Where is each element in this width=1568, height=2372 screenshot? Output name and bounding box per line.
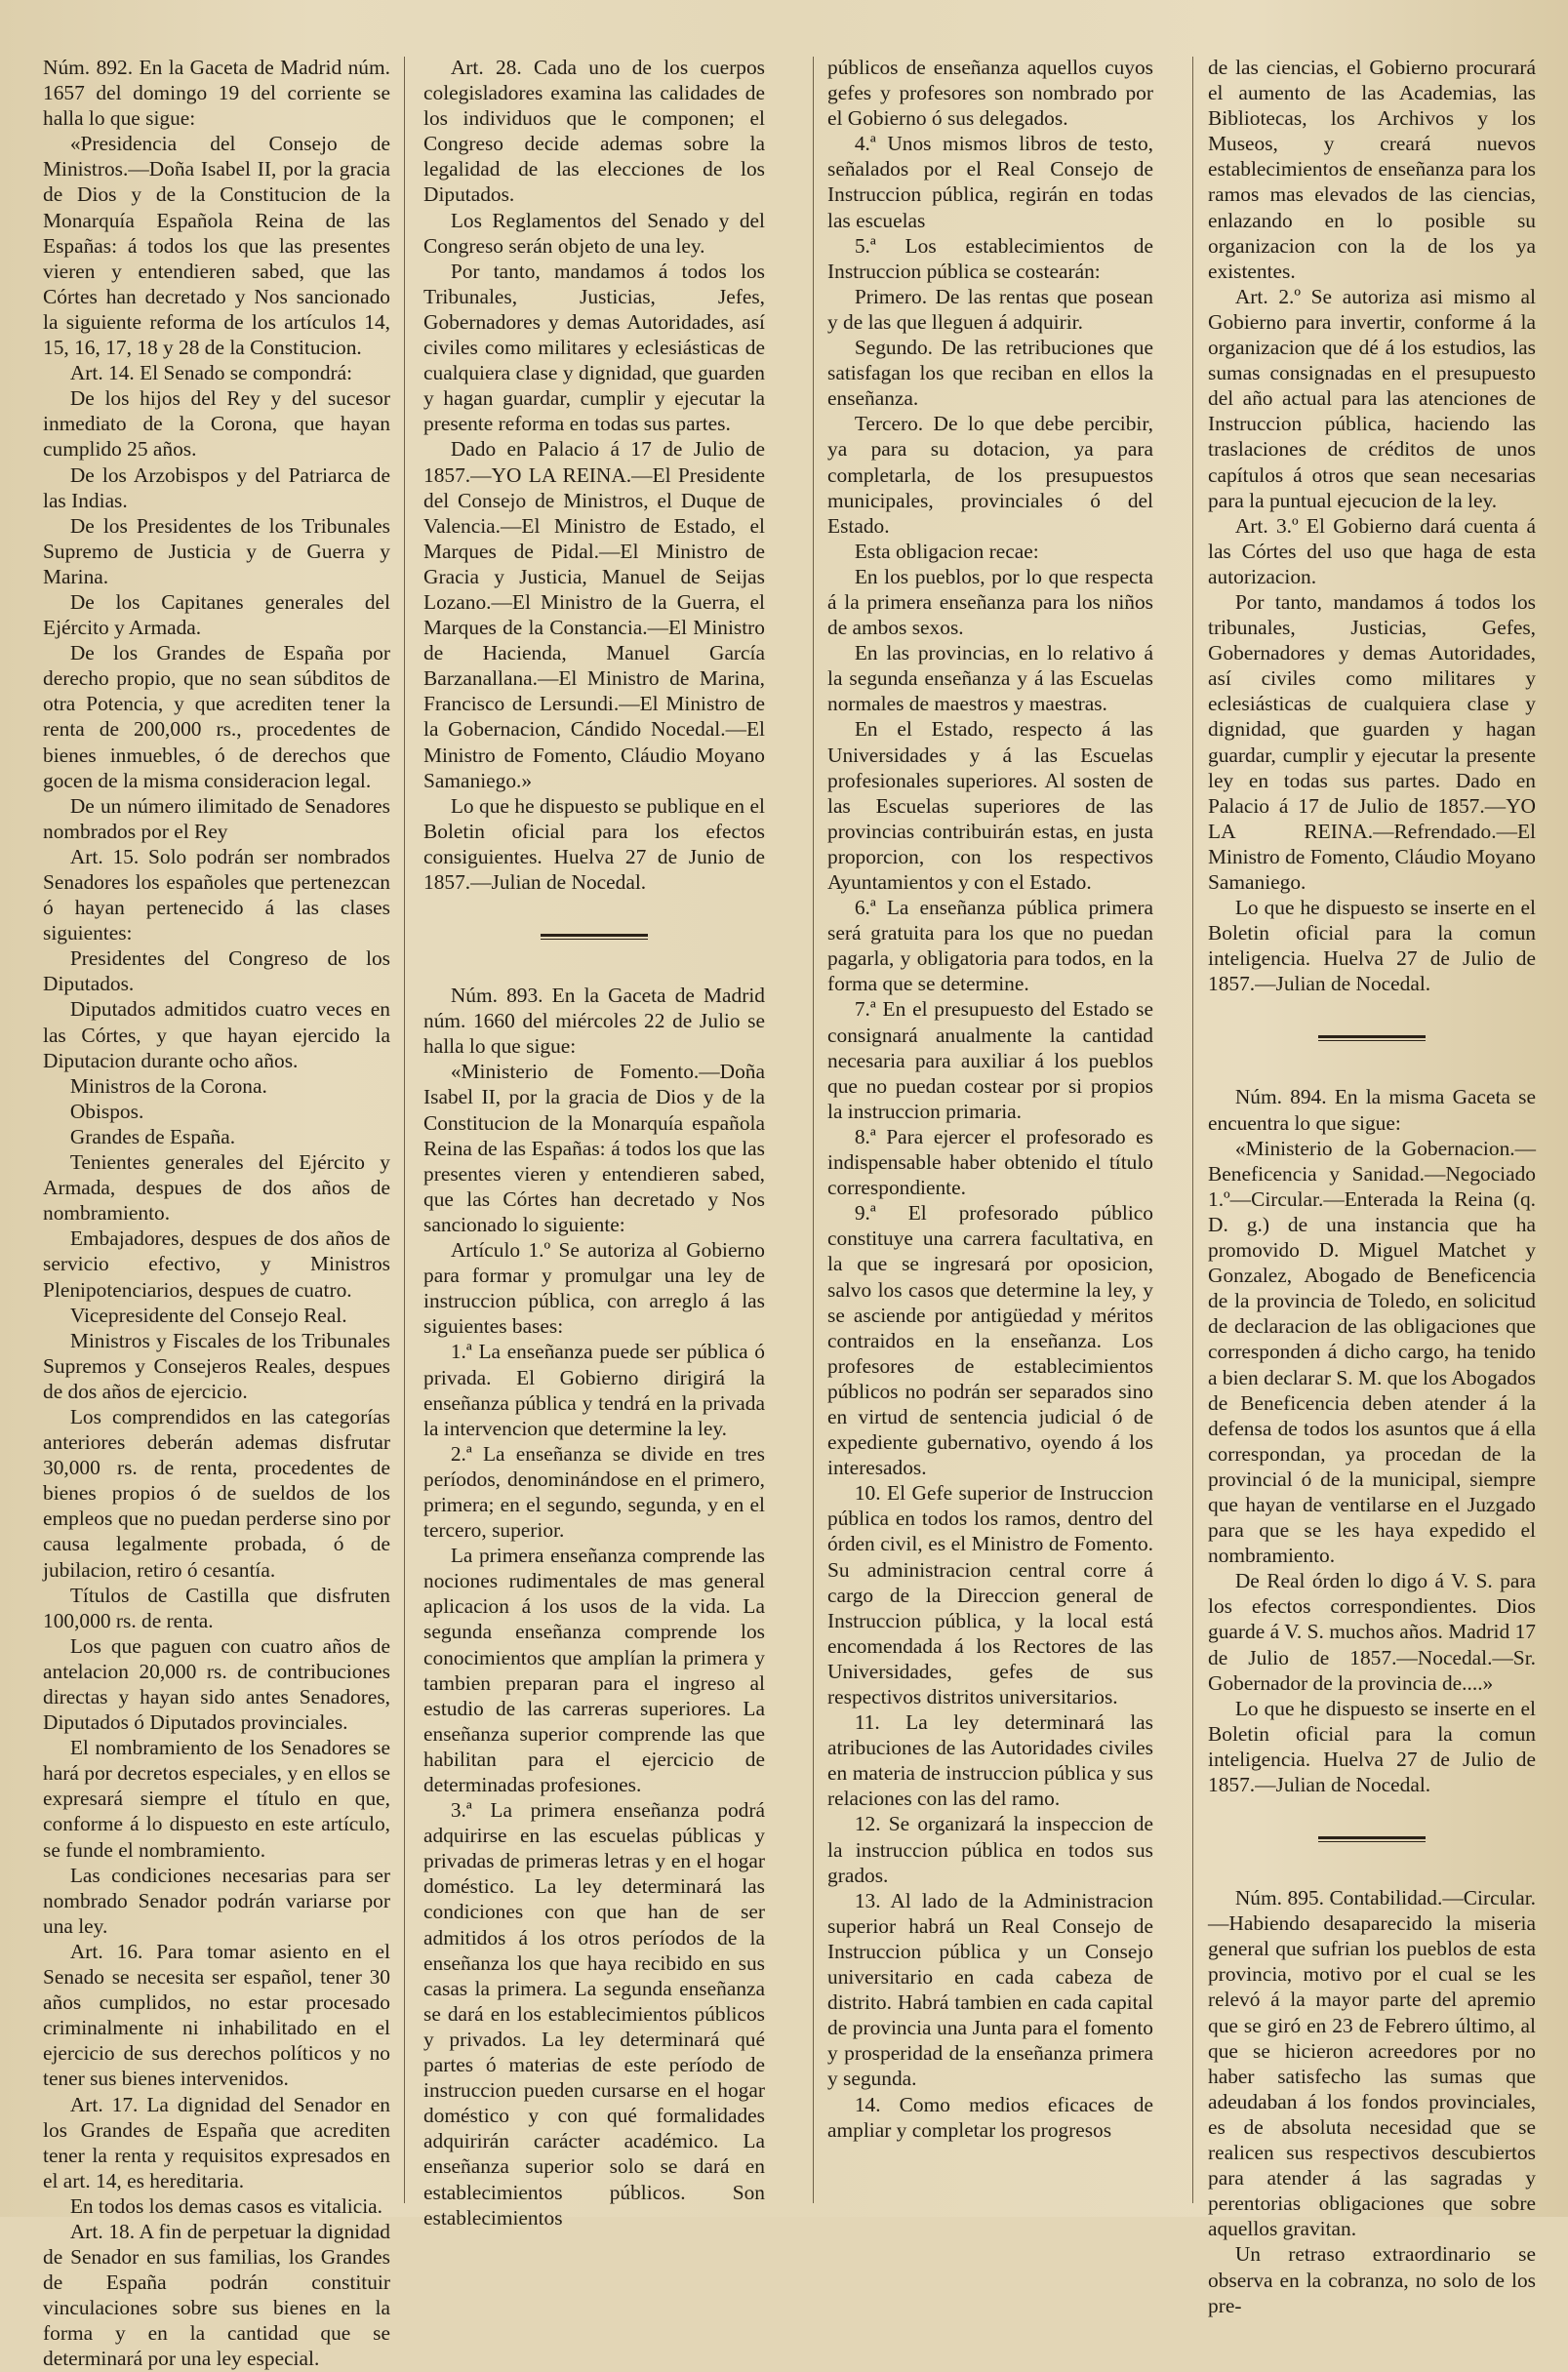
paragraph: Por tanto, mandamos á todos los tribunales, Justicias, Gefes, Gobernadores y demas Autoridades, así civiles como militares y eclesiásticas de cualquiera clase y dignidad, que guarden y hagan guardar, cumplir y ejecutar la presente ley en todas sus partes. Dado en Palacio á 17 de Julio de 1857.—YO LA REINA.—Refrendado.—El Ministro de Fomento, Cláudio Moyano Samaniego.: [1208, 589, 1536, 894]
paragraph: Art. 2.º Se autoriza asi mismo al Gobierno para invertir, conforme á la organizacion que dé á los estudios, las sumas consignadas en el presupuesto del año actual para las atenciones de Instruccion pública, haciendo las traslaciones de créditos de unos capítulos á otros que sean necesarias para la puntual ejecucion de la ley.: [1208, 284, 1536, 512]
paragraph: De Real órden lo digo á V. S. para los efectos correspondientes. Dios guarde á V. S. muchos años. Madrid 17 de Julio de 1857.—Nocedal.—Sr. Gobernador de la provincia de....»: [1208, 1569, 1536, 1695]
paragraph: Segundo. De las retribuciones que satisfagan los que reciban en ellos la enseñanza.: [827, 336, 1153, 411]
paragraph: Las condiciones necesarias para ser nombrado Senador podrán variarse por una ley.: [43, 1863, 390, 1938]
paragraph: Tenientes generales del Ejército y Armada, despues de dos años de nombramiento.: [43, 1150, 390, 1226]
paragraph: «Presidencia del Consejo de Ministros.—Doña Isabel II, por la gracia de Dios y de la Constitucion de la Monarquía Española Reina de las Españas: á todos los que las presentes vieren y entendieren sabed, que las Córtes han decretado y Nos sancionado la siguiente reforma de los artículos 14, 15, 16, 17, 18 y 28 de la Constitucion.: [43, 132, 390, 360]
paragraph: En todos los demas casos es vitalicia.: [69, 2193, 383, 2218]
paragraph: Ministros de la Corona.: [69, 1073, 267, 1098]
paragraph: Núm. 892. En la Gaceta de Madrid núm. 1657 del domingo 19 del corriente se halla lo que sigue:: [43, 56, 390, 131]
column-3: [827, 55, 1153, 2143]
paragraph: Núm. 894. En la misma Gaceta se encuentra lo que sigue:: [1208, 1085, 1536, 1135]
paragraph: De los Presidentes de los Tribunales Supremo de Justicia y de Guerra y Marina.: [43, 513, 390, 588]
paragraph: «Ministerio de la Gobernacion.—Beneficencia y Sanidad.—Negociado 1.º—Circular.—Enterada la Reina (q. D. g.) de una instancia que ha promovido D. Miguel Matchet y Gonzalez, Abogado de Beneficencia de la provincia de Toledo, en solicitud de declaracion de las obligaciones que corresponden á dicho cargo, ha tenido a bien declarar S. M. que los Abogados de Beneficencia deben atender á la defensa de todos los asuntos que á ella correspondan, ya procedan de la provincial ó de la municipal, siempre que hayan de ventilarse en el Juzgado para que se les haya expedido el nombramiento.: [1208, 1136, 1536, 1568]
paragraph: Art. 16. Para tomar asiento en el Senado se necesita ser español, tener 30 años cumplidos, no estar procesado criminalmente ni inhabilitado en el ejercicio de sus derechos políticos y no tener sus bienes intervenidos.: [43, 1939, 390, 2091]
paragraph: Un retraso extraordinario se observa en la cobranza, no solo de los pre-: [1208, 2242, 1536, 2317]
paragraph: Por tanto, mandamos á todos los Tribunales, Justicias, Jefes, Gobernadores y demas Autoridades, así civiles como militares y eclesiásticas de cualquiera clase y dignidad, que guarden y hagan guardar, cumplir y ejecutar la presente reforma en todas sus partes.: [423, 259, 765, 436]
column-rule: [813, 57, 814, 2203]
paragraph: Lo que he dispuesto se publique en el Boletin oficial para los efectos consiguientes. Huelva 27 de Junio de 1857.—Julian de Nocedal.: [423, 793, 765, 894]
paragraph: De los Capitanes generales del Ejército y Armada.: [43, 589, 390, 640]
column-rule: [1192, 57, 1193, 2203]
paragraph: 5.ª Los establecimientos de Instruccion pública se costearán:: [827, 233, 1153, 283]
paragraph: Dado en Palacio á 17 de Julio de 1857.—YO LA REINA.—El Presidente del Consejo de Ministros, el Duque de Valencia.—El Ministro de Estado, el Marques de Pidal.—El Ministro de Gracia y Justicia, Manuel de Seijas Lozano.—El Ministro de la Guerra, el Marques de la Constancia.—El Ministro de Hacienda, Manuel García Barzanallana.—El Ministro de Marina, Francisco de Lersundi.—El Ministro de la Gobernacion, Cándido Nocedal.—El Ministro de Fomento, Cláudio Moyano Samaniego.»: [423, 437, 765, 792]
paragraph: En las provincias, en lo relativo á la segunda enseñanza y á las Escuelas normales de maestros y maestras.: [827, 641, 1153, 716]
paragraph: 4.ª Unos mismos libros de testo, señalados por el Real Consejo de Instruccion pública, regirán en todas las escuelas: [827, 132, 1153, 232]
paragraph: Ministros y Fiscales de los Tribunales Supremos y Consejeros Reales, despues de dos años de ejercicio.: [43, 1328, 390, 1403]
paragraph: 9.ª El profesorado público constituye una carrera facultativa, en la que se ingresará por oposicion, salvo los casos que determine la ley, y se asciende por antigüedad y méritos contraidos en la enseñanza. Los profesores de establecimientos públicos no podrán ser separados sino en virtud de sentencia judicial ó de expediente gubernativo, oyendo á los interesados.: [827, 1201, 1153, 1480]
paragraph: Los comprendidos en las categorías anteriores deberán ademas disfrutar 30,000 rs. de renta, procedentes de bienes propios ó de sueldos de los empleos que no puedan perderse sino por causa legalmente probada, ó de jubilacion, retiro ó cesantía.: [43, 1404, 390, 1582]
paragraph: Embajadores, despues de dos años de servicio efectivo, y Ministros Plenipotenciarios, despues de cuatro.: [43, 1226, 390, 1302]
paragraph: Art. 14. El Senado se compondrá:: [69, 361, 353, 385]
paragraph: Obispos.: [69, 1099, 144, 1123]
paragraph: Art. 3.º El Gobierno dará cuenta á las Córtes del uso que haga de esta autorizacion.: [1208, 513, 1536, 588]
paragraph: Diputados admitidos cuatro veces en las Córtes, y que hayan ejercido la Diputacion durante ocho años.: [43, 997, 390, 1072]
paragraph: Art. 15. Solo podrán ser nombrados Senadores los españoles que pertenezcan ó hayan pertenecido á las clases siguientes:: [43, 844, 390, 945]
section-separator: [1318, 1836, 1426, 1842]
paragraph: Grandes de España.: [69, 1124, 236, 1148]
paragraph: Los que paguen con cuatro años de antelacion 20,000 rs. de contribuciones directas y hayan sido antes Senadores, Diputados ó Diputados provinciales.: [43, 1633, 390, 1735]
column-rule: [404, 57, 405, 2203]
paragraph: En los pueblos, por lo que respecta á la primera enseñanza para los niños de ambos sexos.: [827, 564, 1153, 640]
paragraph: Artículo 1.º Se autoriza al Gobierno para formar y promulgar una ley de instruccion pública, con arreglo á las siguientes bases:: [423, 1238, 765, 1339]
paragraph: 8.ª Para ejercer el profesorado es indispensable haber obtenido el título correspondiente.: [827, 1124, 1153, 1200]
paragraph: 14. Como medios eficaces de ampliar y completar los progresos: [827, 2092, 1153, 2142]
paragraph: 3.ª La primera enseñanza podrá adquirirse en las escuelas públicas y privadas de primeras letras y en el hogar doméstico. La ley determinará las condiciones con que han de ser admitidos á los otros períodos de la enseñanza los que haya recibido en sus casas la primera. La segunda enseñanza se dará en los establecimientos públicos y privados. La ley determinará qué partes ó materias de este período de instruccion pueden cursarse en el hogar doméstico y con qué formalidades adquirirán carácter académico. La enseñanza superior solo se dará en establecimientos públicos. Son establecimientos: [423, 1798, 765, 2230]
paragraph: De los Arzobispos y del Patriarca de las Indias.: [43, 462, 390, 512]
paragraph: «Ministerio de Fomento.—Doña Isabel II, por la gracia de Dios y de la Constitucion de la Monarquía española Reina de las Españas: á todos los que las presentes vieren y entendieren sabed, que las Córtes han decretado y Nos sancionado lo siguiente:: [423, 1060, 765, 1236]
paragraph: Títulos de Castilla que disfruten 100,000 rs. de renta.: [43, 1583, 390, 1632]
section-separator: [1318, 1035, 1426, 1041]
paragraph: 6.ª La enseñanza pública primera será gratuita para los que no puedan pagarla, y obligatoria para todos, en la forma que se determine.: [827, 896, 1153, 996]
paragraph: públicos de enseñanza aquellos cuyos gefes y profesores son nombrado por el Gobierno ó sus delegados.: [827, 56, 1153, 131]
paragraph: de las ciencias, el Gobierno procurará el aumento de las Academias, las Bibliotecas, los Archivos y los Museos, y creará nuevos establecimientos de enseñanza para los ramos mas elevados de las ciencias, enlazando en lo posible su organizacion con la de los ya existentes.: [1208, 56, 1536, 283]
paragraph: Esta obligacion recae:: [854, 539, 1039, 563]
paragraph: De los hijos del Rey y del sucesor inmediato de la Corona, que hayan cumplido 25 años.: [43, 386, 390, 462]
paragraph: Primero. De las rentas que posean y de las que lleguen á adquirir.: [827, 284, 1153, 334]
paragraph: Núm. 893. En la Gaceta de Madrid núm. 1660 del miércoles 22 de Julio se halla lo que sigue:: [423, 984, 765, 1059]
column-1: [43, 55, 390, 2372]
paragraph: Art. 18. A fin de perpetuar la dignidad de Senador en sus familias, los Grandes de España podrán constituir vinculaciones sobre sus bienes en la forma y en la cantidad que se determinará por una ley especial.: [43, 2219, 390, 2371]
paragraph: De los Grandes de España por derecho propio, que no sean súbditos de otra Potencia, y que acrediten tener la renta de 200,000 rs., procedentes de bienes inmuebles, ó de derechos que gocen de la misma consideracion legal.: [43, 641, 390, 792]
paragraph: 10. El Gefe superior de Instruccion pública en todos los ramos, dentro del órden civil, es el Ministro de Fomento. Su administracion central corre á cargo de la Direccion general de Instruccion pública, y la local está encomendada á los Rectores de las Universidades, gefes de sus respectivos distritos universitarios.: [827, 1481, 1153, 1709]
paragraph: Núm. 895. Contabilidad.—Circular.—Habiendo desaparecido la miseria general que sufrian los pueblos de esta provincia, motivo por el cual se les relevó á la mayor parte del apremio que se giró en 23 de Febrero último, al que se hicieron acreedores por no haber satisfecho las sumas que adeudaban á los fondos provinciales, es de absoluta necesidad que se realicen sus respectivos descubiertos para atender á las sagradas y perentorias obligaciones que sobre aquellos gravitan.: [1208, 1886, 1536, 2241]
paragraph: 12. Se organizará la inspeccion de la instruccion pública en todos sus grados.: [827, 1812, 1153, 1887]
paragraph: En el Estado, respecto á las Universidades y á las Escuelas profesionales superiores. Al sosten de las Escuelas superiores de las provincias contribuirán estas, en justa proporcion, con los respectivos Ayuntamientos y con el Estado.: [827, 717, 1153, 894]
paragraph: Tercero. De lo que debe percibir, ya para su dotacion, ya para completarla, de los presupuestos municipales, provinciales ó del Estado.: [827, 412, 1153, 538]
paragraph: Los Reglamentos del Senado y del Congreso serán objeto de una ley.: [423, 208, 765, 258]
column-4: [1208, 55, 1536, 2318]
paragraph: 1.ª La enseñanza puede ser pública ó privada. El Gobierno dirigirá la enseñanza pública y tendrá en la privada la intervencion que determine la ley.: [423, 1340, 765, 1440]
paragraph: Lo que he dispuesto se inserte en el Boletin oficial para la comun inteligencia. Huelva 27 de Julio de 1857.—Julian de Nocedal.: [1208, 1696, 1536, 1796]
paragraph: 2.ª La enseñanza se divide en tres períodos, denominándose en el primero, primera; en el segundo, segunda, y en el tercero, superior.: [423, 1441, 765, 1543]
paragraph: 11. La ley determinará las atribuciones de las Autoridades civiles en materia de instruccion pública y sus relaciones con las del ramo.: [827, 1710, 1153, 1811]
paragraph: Presidentes del Congreso de los Diputados.: [43, 946, 390, 996]
paragraph: 7.ª En el presupuesto del Estado se consignará anualmente la cantidad necesaria para auxiliar á los pueblos que no puedan costear por si propios la instruccion primaria.: [827, 997, 1153, 1123]
paragraph: La primera enseñanza comprende las nociones rudimentales de mas general aplicacion á los usos de la vida. La segunda enseñanza comprende los conocimientos que amplían la primera y tambien preparan para el ingreso al estudio de las carreras superiores. La enseñanza superior comprende las que habilitan para el ejercicio de determinadas profesiones.: [423, 1544, 765, 1796]
paragraph: El nombramiento de los Senadores se hará por decretos especiales, y en ellos se expresará siempre el título en que, conforme á lo dispuesto en este artículo, se funde el nombramiento.: [43, 1736, 390, 1862]
paragraph: De un número ilimitado de Senadores nombrados por el Rey: [43, 793, 390, 843]
section-separator: [541, 934, 648, 940]
column-2: [423, 55, 765, 2231]
paragraph: Art. 17. La dignidad del Senador en los Grandes de España que acrediten tener la renta y requisitos expresados en el art. 14, es hereditaria.: [43, 2092, 390, 2192]
paragraph: Vicepresidente del Consejo Real.: [69, 1303, 347, 1327]
paragraph: 13. Al lado de la Administracion superior habrá un Real Consejo de Instruccion pública y un Consejo universitario en cada cabeza de distrito. Habrá tambien en cada capital de provincia una Junta para el fomento y prosperidad de la enseñanza primera y segunda.: [827, 1888, 1153, 2091]
paragraph: Art. 28. Cada uno de los cuerpos colegisladores examina las calidades de los individuos que le componen; el Congreso decide ademas sobre la legalidad de las elecciones de los Diputados.: [423, 56, 765, 207]
paragraph: Lo que he dispuesto se inserte en el Boletin oficial para la comun inteligencia. Huelva 27 de Julio de 1857.—Julian de Nocedal.: [1208, 896, 1536, 996]
